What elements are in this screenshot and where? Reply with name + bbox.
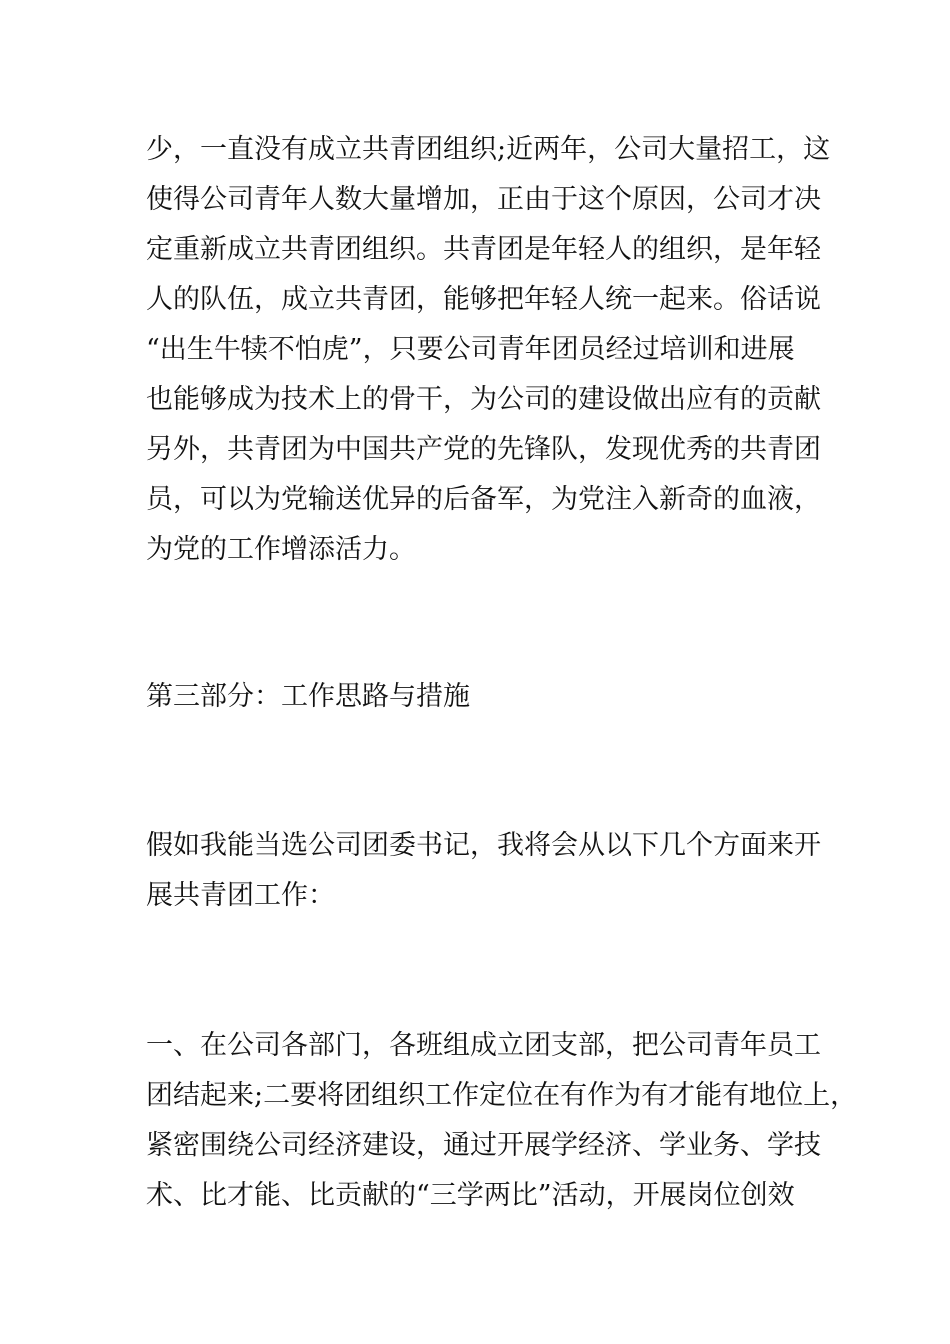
paragraph-2-line-1: 假如我能当选公司团委书记，我将会从以下几个方面来开 [146,830,821,861]
paragraph-1-line-4: 人的队伍，成立共青团，能够把年轻人统一起来。俗话说 [146,284,821,315]
paragraph-1-line-6: 也能够成为技术上的骨干，为公司的建设做出应有的贡献 [146,384,821,415]
paragraph-3-line-4: 术、比才能、比贡献的“三学两比”活动，开展岗位创效 [146,1180,795,1211]
section-heading: 第三部分：工作思路与措施 [146,681,470,712]
paragraph-1-line-9: 为党的工作增添活力。 [146,534,416,565]
paragraph-3-line-1: 一、在公司各部门，各班组成立团支部，把公司青年员工 [146,1030,821,1061]
paragraph-1-line-8: 员，可以为党输送优异的后备军，为党注入新奇的血液， [146,484,821,515]
paragraph-1-line-2: 使得公司青年人数大量增加，正由于这个原因，公司才决 [146,184,821,215]
paragraph-1-line-5: “出生牛犊不怕虎”，只要公司青年团员经过培训和进展 [146,334,795,365]
paragraph-1-line-3: 定重新成立共青团组织。共青团是年轻人的组织，是年轻 [146,234,821,265]
paragraph-3-line-3: 紧密围绕公司经济建设，通过开展学经济、学业务、学技 [146,1130,821,1161]
paragraph-1-line-1: 少，一直没有成立共青团组织;近两年，公司大量招工，这 [146,134,831,165]
paragraph-3-line-2: 团结起来;二要将团组织工作定位在有作为有才能有地位上， [146,1080,858,1111]
paragraph-2-line-2: 展共青团工作： [146,880,335,911]
paragraph-1-line-7: 另外，共青团为中国共产党的先锋队，发现优秀的共青团 [146,434,821,465]
